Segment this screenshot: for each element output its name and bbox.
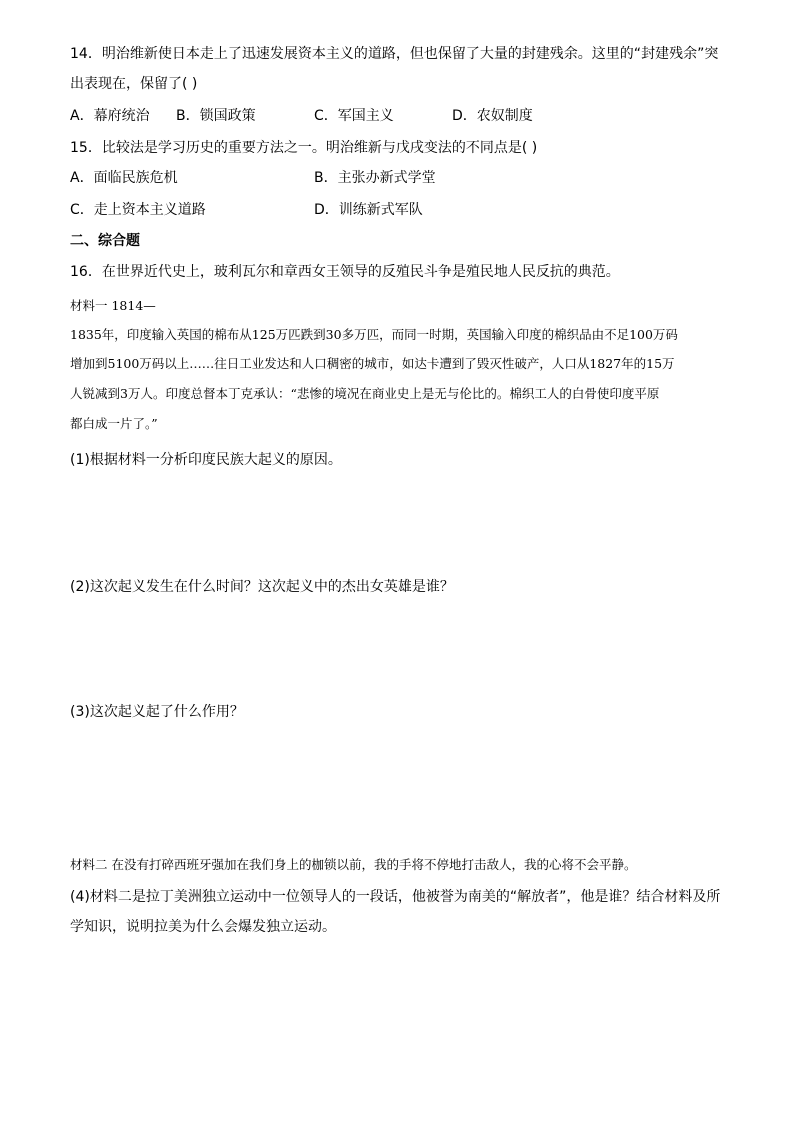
q14-option-a: A．幕府统治 xyxy=(70,108,150,124)
q14-stem-line2: 出表现在，保留了( ) xyxy=(70,76,198,92)
section-heading: 二、综合题 xyxy=(70,233,140,249)
q14-stem-line1: 14．明治维新使日本走上了迅速发展资本主义的道路，但也保留了大量的封建残余。这里的“封建残余”突 xyxy=(70,46,719,62)
q15-option-a: A．面临民族危机 xyxy=(70,170,178,186)
q15-stem: 15．比较法是学习历史的重要方法之一。明治维新与戊戌变法的不同点是( ) xyxy=(70,140,538,156)
q14-option-d: D．农奴制度 xyxy=(452,108,533,124)
q16-subquestion-4-line2: 学知识，说明拉美为什么会爆发独立运动。 xyxy=(70,919,336,935)
q14-option-b: B．锁国政策 xyxy=(176,108,256,124)
q15-option-c: C．走上资本主义道路 xyxy=(70,202,206,218)
q16-subquestion-1: (1)根据材料一分析印度民族大起义的原因。 xyxy=(70,452,342,468)
q16-subquestion-4-line1: (4)材料二是拉丁美洲独立运动中一位领导人的一段话，他被誉为南美的“解放者”，他是谁？结合材料及所 xyxy=(70,889,721,905)
q16-subquestion-2: (2)这次起义发生在什么时间？这次起义中的杰出女英雄是谁？ xyxy=(70,579,454,595)
material1-line: 都白成一片了。” xyxy=(70,416,158,431)
material1-line: 增加到5100万码以上……往日工业发达和人口稠密的城市，如达卡遭到了毁灭性破产，人口从1827年的15万 xyxy=(70,356,675,371)
material1-line: 材料一 1814— xyxy=(70,298,156,313)
material1-line: 人锐减到3万人。印度总督本丁克承认：“悲惨的境况在商业史上是无与伦比的。棉织工人的白骨使印度平原 xyxy=(70,386,660,401)
q15-option-d: D．训练新式军队 xyxy=(314,202,423,218)
material1-line: 1835年，印度输入英国的棉布从125万匹跌到30多万匹，而同一时期，英国输入印度的棉织品由不足100万码 xyxy=(70,327,678,342)
q16-subquestion-3: (3)这次起义起了什么作用？ xyxy=(70,704,244,720)
q15-option-b: B．主张办新式学堂 xyxy=(314,170,436,186)
q16-material-2: 材料二 在没有打碎西班牙强加在我们身上的枷锁以前，我的手将不停地打击敌人，我的心将不会平静。 xyxy=(70,857,637,872)
q16-intro: 16．在世界近代史上，玻利瓦尔和章西女王领导的反殖民斗争是殖民地人民反抗的典范。 xyxy=(70,264,620,280)
q14-option-c: C．军国主义 xyxy=(314,108,394,124)
